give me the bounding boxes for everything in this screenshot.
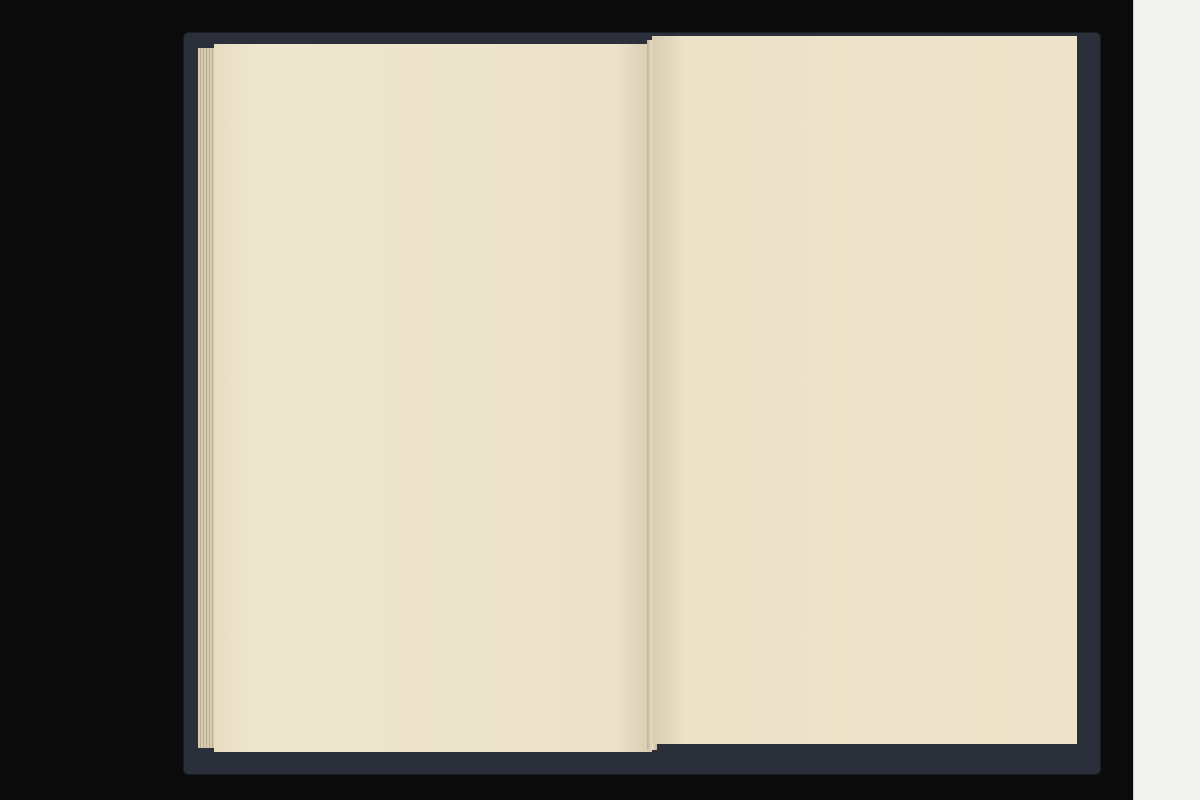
- right-page: [652, 36, 1077, 744]
- scale-ruler: [1133, 0, 1200, 800]
- left-page: [214, 44, 652, 752]
